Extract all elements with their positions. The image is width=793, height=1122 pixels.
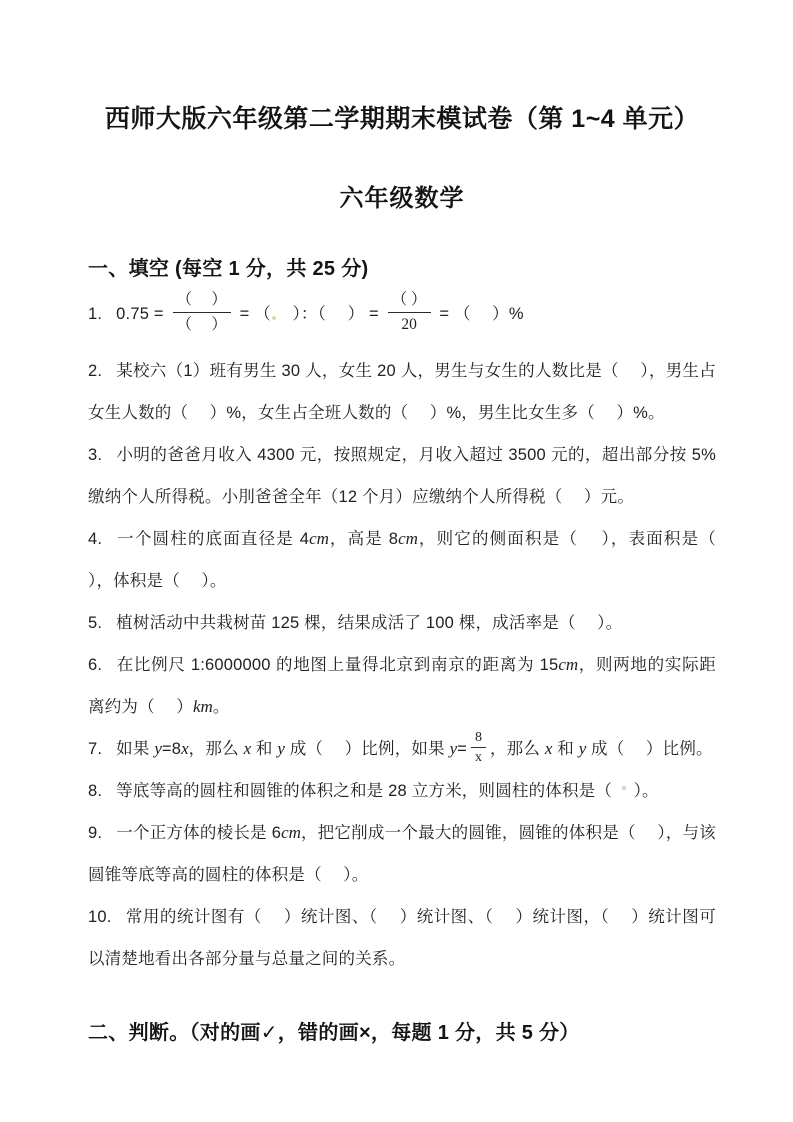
- fraction-blank-over-blank: [173, 290, 231, 335]
- question-3-number: 3.: [88, 446, 103, 464]
- question-9-number: 9.: [88, 824, 103, 842]
- math-var-x: x: [544, 739, 553, 758]
- question-1-number: 1.: [88, 305, 103, 323]
- question-7-text: 和: [251, 740, 278, 758]
- question-7-text: 成（ ）比例，如果: [284, 740, 450, 758]
- question-1-text: 0.75 =: [116, 305, 169, 323]
- question-10: [88, 896, 716, 980]
- question-1: [88, 286, 716, 342]
- question-8-number: 8.: [88, 782, 103, 800]
- question-2: [88, 350, 716, 434]
- question-8-text: 等底等高的圆柱和圆锥的体积之和是 28 立方米，则圆柱的体积是（ ）。: [116, 782, 659, 800]
- doc-subtitle: 六年级数学: [339, 185, 465, 212]
- question-3: [88, 434, 716, 518]
- question-1-text: = （ ）：（ ） =: [234, 305, 384, 323]
- math-var-x: x: [243, 739, 252, 758]
- fraction-8-over-x: [471, 730, 486, 765]
- question-4-text: ，则它的侧面积是（ ），表面积是（ ），体积是（ ）。: [88, 530, 738, 590]
- fraction-denominator: x: [474, 750, 482, 766]
- question-6-text: ，则两地的实际距离约为（ ）: [88, 656, 716, 716]
- question-6-text: 。: [212, 698, 230, 716]
- question-7-text: =8: [161, 740, 182, 758]
- question-4: [88, 518, 738, 602]
- question-8: [88, 770, 716, 812]
- question-3-text: 小明的爸爸月收入 4300 元，按照规定，月收入超过 3500 元的，超出部分按 5%缴纳个人所得税。小刖爸爸全年（12 个月）应缴纳个人所得税（ ）元。: [88, 446, 716, 506]
- question-6-number: 6.: [88, 656, 103, 674]
- fraction-denominator: （ ）: [176, 316, 227, 334]
- unit-cm: cm: [558, 655, 579, 674]
- question-9: [88, 812, 716, 896]
- question-2-number: 2.: [88, 362, 103, 380]
- fraction-denominator: 20: [401, 316, 417, 334]
- math-var-y: y: [277, 739, 285, 758]
- question-5-number: 5.: [88, 614, 103, 632]
- section-2-heading: 二、判断。（对的画✓，错的画×，每题 1 分，共 5 分）: [88, 1022, 580, 1044]
- unit-cm: cm: [309, 529, 329, 548]
- question-7-text: ，那么: [489, 740, 545, 758]
- question-4-text: 一个圆柱的底面直径是 4: [116, 530, 310, 548]
- unit-cm: cm: [281, 823, 301, 842]
- question-7-text: 成（ ）比例。: [586, 740, 713, 758]
- doc-title: 西师大版六年级第二学期期末模试卷（第 1~4 单元）: [104, 105, 700, 133]
- question-2-text: 某校六（1）班有男生 30 人，女生 20 人，男生与女生的人数比是（ ），男生占女生人数的（ ）%，女生占全班人数的（ ）%，男生比女生多（ ）%。: [88, 362, 716, 422]
- question-9-text: ，把它削成一个最大的圆锥，圆锥的体积是（ ），与该圆锥等底等高的圆柱的体积是（ ）。: [88, 824, 716, 884]
- question-6-text: 在比例尺 1:6000000 的地图上量得北京到南京的距离为 15: [116, 656, 559, 674]
- question-5: [88, 602, 716, 644]
- unit-cm: cm: [398, 529, 418, 548]
- math-var-y: y: [449, 739, 458, 758]
- question-7-text: =: [457, 740, 467, 758]
- fraction-blank-over-20: [388, 290, 431, 335]
- math-var-x: x: [181, 739, 189, 758]
- question-10-number: 10.: [88, 908, 112, 926]
- question-6: [88, 644, 716, 728]
- fraction-numerator: （ ）: [173, 290, 231, 313]
- question-7-text: ，那么: [188, 740, 244, 758]
- question-9-text: 一个正方体的棱长是 6: [116, 824, 282, 842]
- question-7-text: 如果: [116, 740, 155, 758]
- document-content: [88, 0, 738, 1046]
- question-10-text: 常用的统计图有（ ）统计图、（ ）统计图、（ ）统计图，（ ）统计图可以清楚地看出各部分量与总量之间的关系。: [88, 908, 716, 968]
- question-1-text: = （ ）%: [434, 305, 524, 323]
- section-1-heading: 一、填空 (每空 1 分，共 25 分): [88, 258, 369, 280]
- question-5-text: 植树活动中共栽树苗 125 棵，结果成活了 100 棵，成活率是（ ）。: [116, 614, 623, 632]
- fraction-numerator: （ ）: [388, 290, 431, 313]
- fraction-numerator: 8: [471, 730, 486, 748]
- unit-km: km: [192, 697, 213, 716]
- question-4-number: 4.: [88, 530, 103, 548]
- question-7: [88, 728, 716, 770]
- question-7-number: 7.: [88, 740, 103, 758]
- math-var-y: y: [154, 739, 162, 758]
- question-7-text: 和: [552, 740, 579, 758]
- math-var-y: y: [578, 739, 587, 758]
- question-4-text: ，高是 8: [328, 530, 399, 548]
